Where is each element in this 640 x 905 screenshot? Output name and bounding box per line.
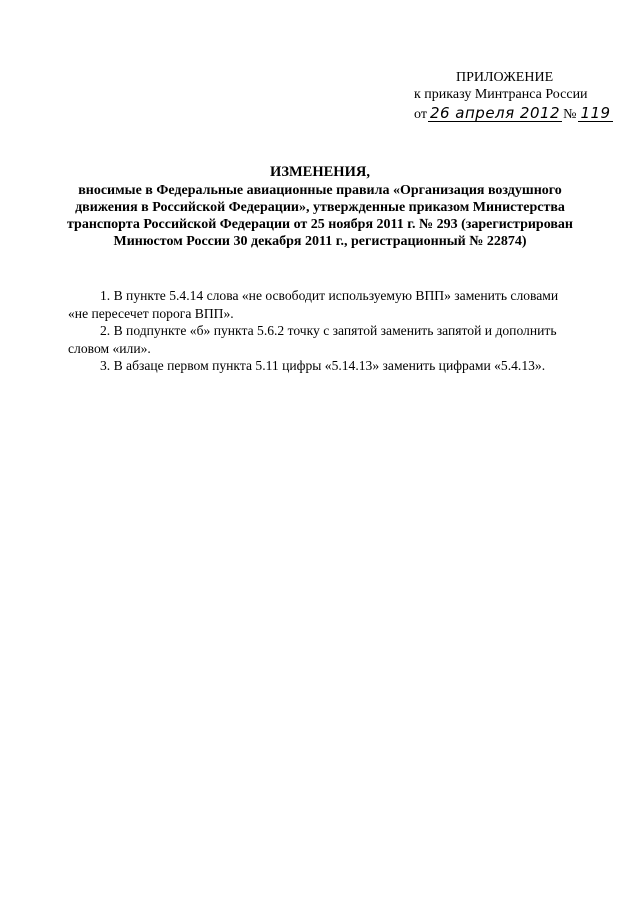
number-prefix: № <box>563 107 577 122</box>
title-line: Минюстом России 30 декабря 2011 г., регистрационный № 22874) <box>113 234 527 249</box>
item-1-line-2: «не пересечет порога ВПП». <box>68 305 234 321</box>
item-2-line-2: словом «или». <box>68 340 151 356</box>
item-2-line-1: 2. В подпункте «б» пункта 5.6.2 точку с запятой заменить запятой и дополнить <box>100 323 557 338</box>
item-1-line-1: 1. В пункте 5.4.14 слова «не освободит используемую ВПП» заменить словами <box>100 288 559 303</box>
document-body <box>68 287 616 375</box>
date-prefix: от <box>414 107 427 122</box>
title-line: движения в Российской Федерации», утвержденные приказом Министерства <box>75 200 565 215</box>
handwritten-date: 26 апреля 2012 <box>429 104 561 122</box>
title-line: транспорта Российской Федерации от 25 ноября 2011 г. № 293 (зарегистрирован <box>67 217 573 232</box>
appendix-date-line <box>414 106 613 123</box>
handwritten-number: 119 <box>580 104 611 122</box>
appendix-title: ПРИЛОЖЕНИЕ <box>456 70 554 85</box>
appendix-order-reference: к приказу Минтранса России <box>414 87 588 102</box>
item-3-line-1: 3. В абзаце первом пункта 5.11 цифры «5.14.13» заменить цифрами «5.4.13». <box>100 358 546 373</box>
document-title <box>60 164 580 250</box>
title-line: вносимые в Федеральные авиационные правила «Организация воздушного <box>78 183 562 198</box>
title-heading: ИЗМЕНЕНИЯ, <box>270 164 370 180</box>
